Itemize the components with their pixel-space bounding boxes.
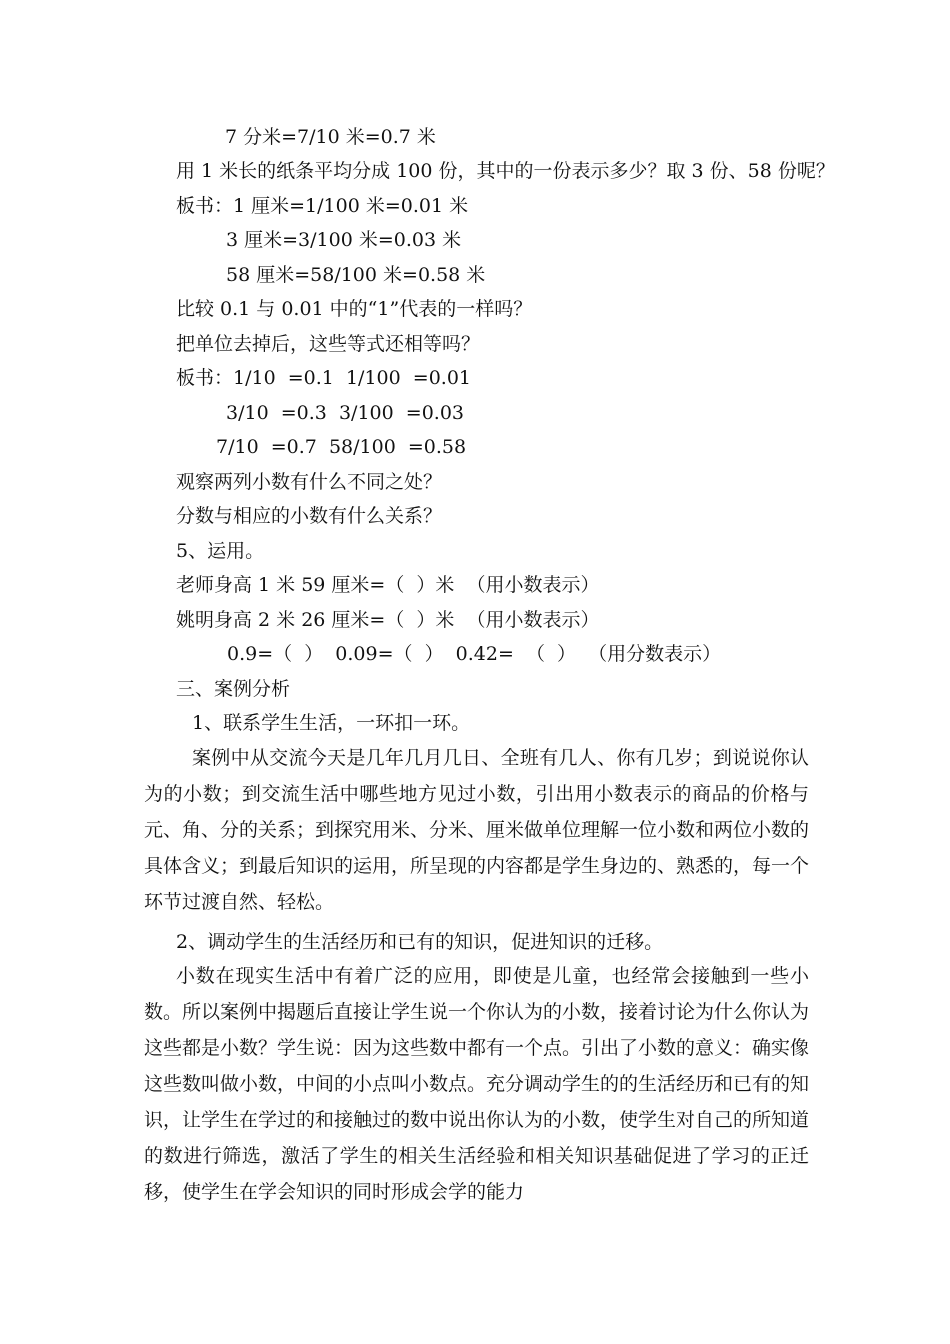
text-line: 58 厘米=58/100 米=0.58 米 [226,264,486,286]
body-paragraph: 案例中从交流今天是几年几月几日、全班有几人、你有几岁；到说说你认为的小数；到交流生活中哪些地方见过小数，引出用小数表示的商品的价格与元、角、分的关系；到探究用米、分米、厘米做单位理解一位小数和两位小数的具体含义；到最后知识的运用，所呈现的内容都是学生身边的、熟悉的，每一个环节过渡自然、轻松。 [144,747,810,913]
subsection-heading: 1、联系学生生活，一环扣一环。 [192,712,471,734]
body-paragraph: 小数在现实生活中有着广泛的应用，即使是儿童，也经常会接触到一些小数。所以案例中揭题后直接让学生说一个你认为的小数，接着讨论为什么你认为这些都是小数？学生说：因为这些数中都有一个点。引出了小数的意义：确实像这些数叫做小数，中间的小点叫小数点。充分调动学生的的生活经历和已有的知识，让学生在学过的和接触过的数中说出你认为的小数，使学生对自己的所知道的数进行筛选，激活了学生的相关生活经验和相关知识基础促进了学习的正迁移，使学生在学会知识的同时形成会学的能力 [144,965,810,1203]
text-line: 用 1 米长的纸条平均分成 100 份，其中的一份表示多少？取 3 份、58 份呢？ [176,160,835,182]
text-line: 把单位去掉后，这些等式还相等吗？ [176,333,481,355]
section-heading: 三、案例分析 [176,678,291,700]
text-line: 板书：1/10 =0.1 1/100 =0.01 [176,367,472,389]
text-line: 板书：1 厘米=1/100 米=0.01 米 [176,195,469,217]
text-line: 老师身高 1 米 59 厘米=（ ）米 （用小数表示） [176,574,600,596]
text-line: 分数与相应的小数有什么关系？ [176,505,443,527]
subsection-heading: 2、调动学生的生活经历和已有的知识，促进知识的迁移。 [176,931,664,953]
text-line: 姚明身高 2 米 26 厘米=（ ）米 （用小数表示） [176,609,600,631]
section-heading: 5、运用。 [176,540,265,562]
text-line: 3/10 =0.3 3/100 =0.03 [226,402,465,424]
text-line: 0.9=（ ） 0.09=（ ） 0.42= （ ） （用分数表示） [227,643,722,665]
text-line: 比较 0.1 与 0.01 中的“1”代表的一样吗？ [176,298,533,320]
text-line: 7 分米=7/10 米=0.7 米 [225,126,436,148]
text-line: 7/10 =0.7 58/100 =0.58 [216,436,467,458]
text-line: 观察两列小数有什么不同之处？ [176,471,443,493]
text-line: 3 厘米=3/100 米=0.03 米 [226,229,462,251]
